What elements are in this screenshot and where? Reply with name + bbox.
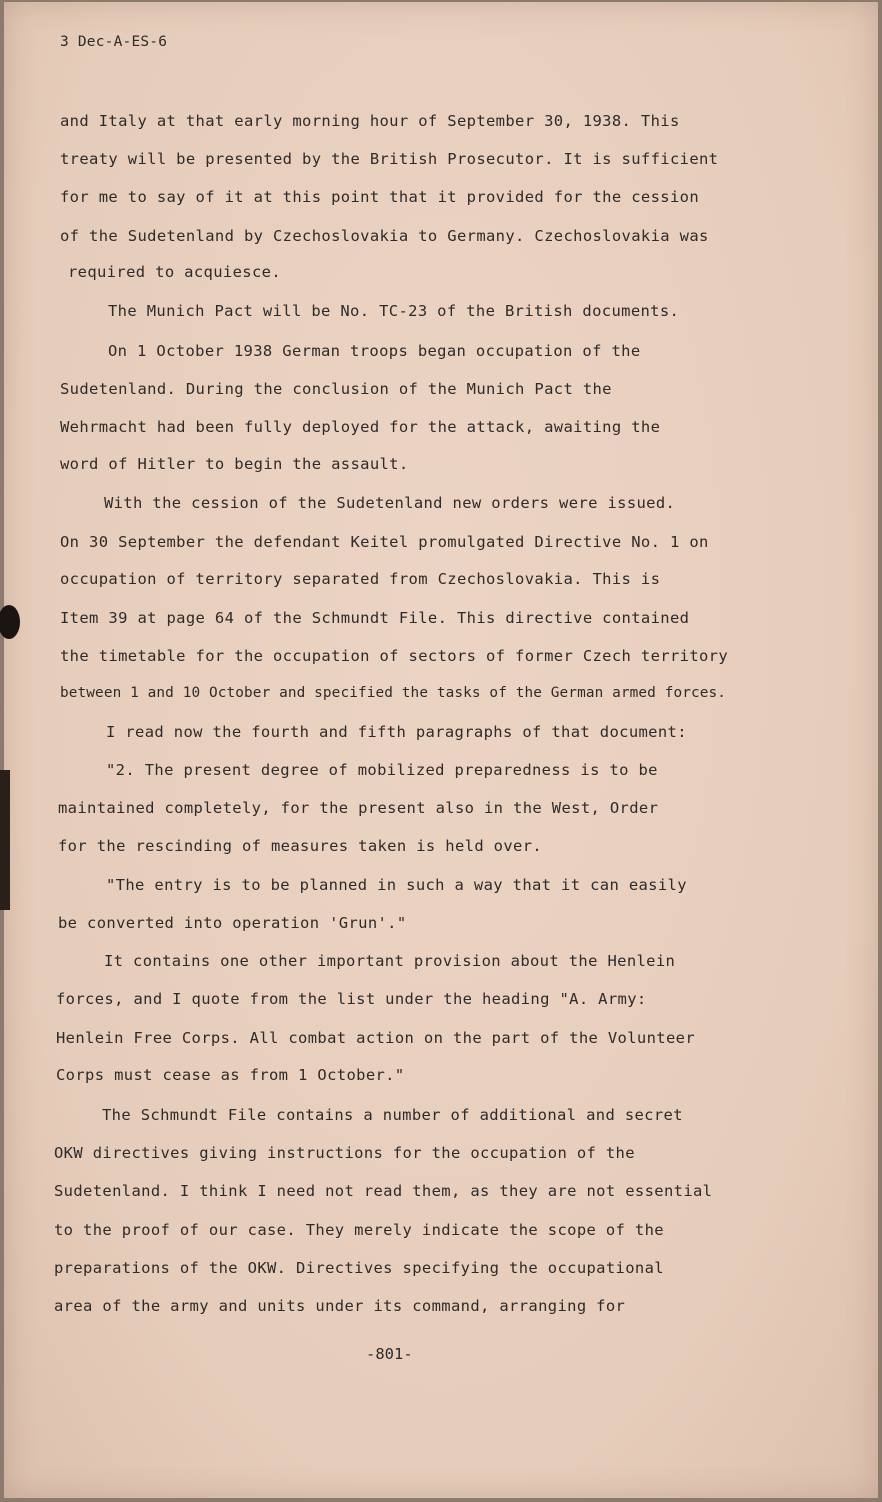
body-line: "The entry is to be planned in such a way that it can easily: [106, 876, 687, 894]
body-line: for the rescinding of measures taken is held over.: [58, 837, 543, 855]
document-page: [4, 2, 878, 1498]
body-line: Henlein Free Corps. All combat action on the part of the Volunteer: [56, 1029, 695, 1047]
body-line: Item 39 at page 64 of the Schmundt File. This directive contained: [60, 609, 690, 627]
body-line: The Schmundt File contains a number of additional and secret: [102, 1106, 683, 1124]
body-line: maintained completely, for the present also in the West, Order: [58, 799, 659, 817]
body-line: OKW directives giving instructions for the occupation of the: [54, 1144, 635, 1162]
body-line: for me to say of it at this point that it provided for the cession: [60, 188, 699, 206]
body-line: to the proof of our case. They merely indicate the scope of the: [54, 1221, 664, 1239]
body-line: It contains one other important provision about the Henlein: [104, 952, 676, 970]
body-line: Sudetenland. During the conclusion of the Munich Pact the: [60, 380, 612, 398]
body-line: the timetable for the occupation of sectors of former Czech territory: [60, 647, 729, 665]
body-line: forces, and I quote from the list under the heading "A. Army:: [56, 990, 647, 1008]
page-number: -801-: [366, 1345, 413, 1363]
body-line: area of the army and units under its command, arranging for: [54, 1297, 626, 1315]
body-line: occupation of territory separated from Czechoslovakia. This is: [60, 570, 661, 588]
body-line: Sudetenland. I think I need not read them, as they are not essential: [54, 1182, 713, 1200]
body-line: "2. The present degree of mobilized preparedness is to be: [106, 761, 658, 779]
body-line: be converted into operation 'Grun'.": [58, 914, 407, 932]
body-line: and Italy at that early morning hour of September 30, 1938. This: [60, 112, 680, 130]
body-line: between 1 and 10 October and specified the tasks of the German armed forces.: [60, 685, 727, 701]
body-line: Corps must cease as from 1 October.": [56, 1066, 405, 1084]
body-line: required to acquiesce.: [68, 263, 281, 281]
body-line: preparations of the OKW. Directives specifying the occupational: [54, 1259, 664, 1277]
body-line: of the Sudetenland by Czechoslovakia to Germany. Czechoslovakia was: [60, 227, 709, 245]
body-line: On 1 October 1938 German troops began occupation of the: [108, 342, 641, 360]
body-line: On 30 September the defendant Keitel promulgated Directive No. 1 on: [60, 533, 709, 551]
body-line: I read now the fourth and fifth paragraphs of that document:: [106, 723, 687, 741]
punch-hole-mark: [0, 605, 20, 639]
torn-edge-mark: [0, 770, 10, 910]
body-line: treaty will be presented by the British Prosecutor. It is sufficient: [60, 150, 719, 168]
body-line: With the cession of the Sudetenland new orders were issued.: [104, 494, 676, 512]
document-reference: 3 Dec-A-ES-6: [60, 34, 168, 50]
body-line: word of Hitler to begin the assault.: [60, 455, 409, 473]
body-line: The Munich Pact will be No. TC-23 of the British documents.: [108, 302, 680, 320]
body-line: Wehrmacht had been fully deployed for the attack, awaiting the: [60, 418, 661, 436]
